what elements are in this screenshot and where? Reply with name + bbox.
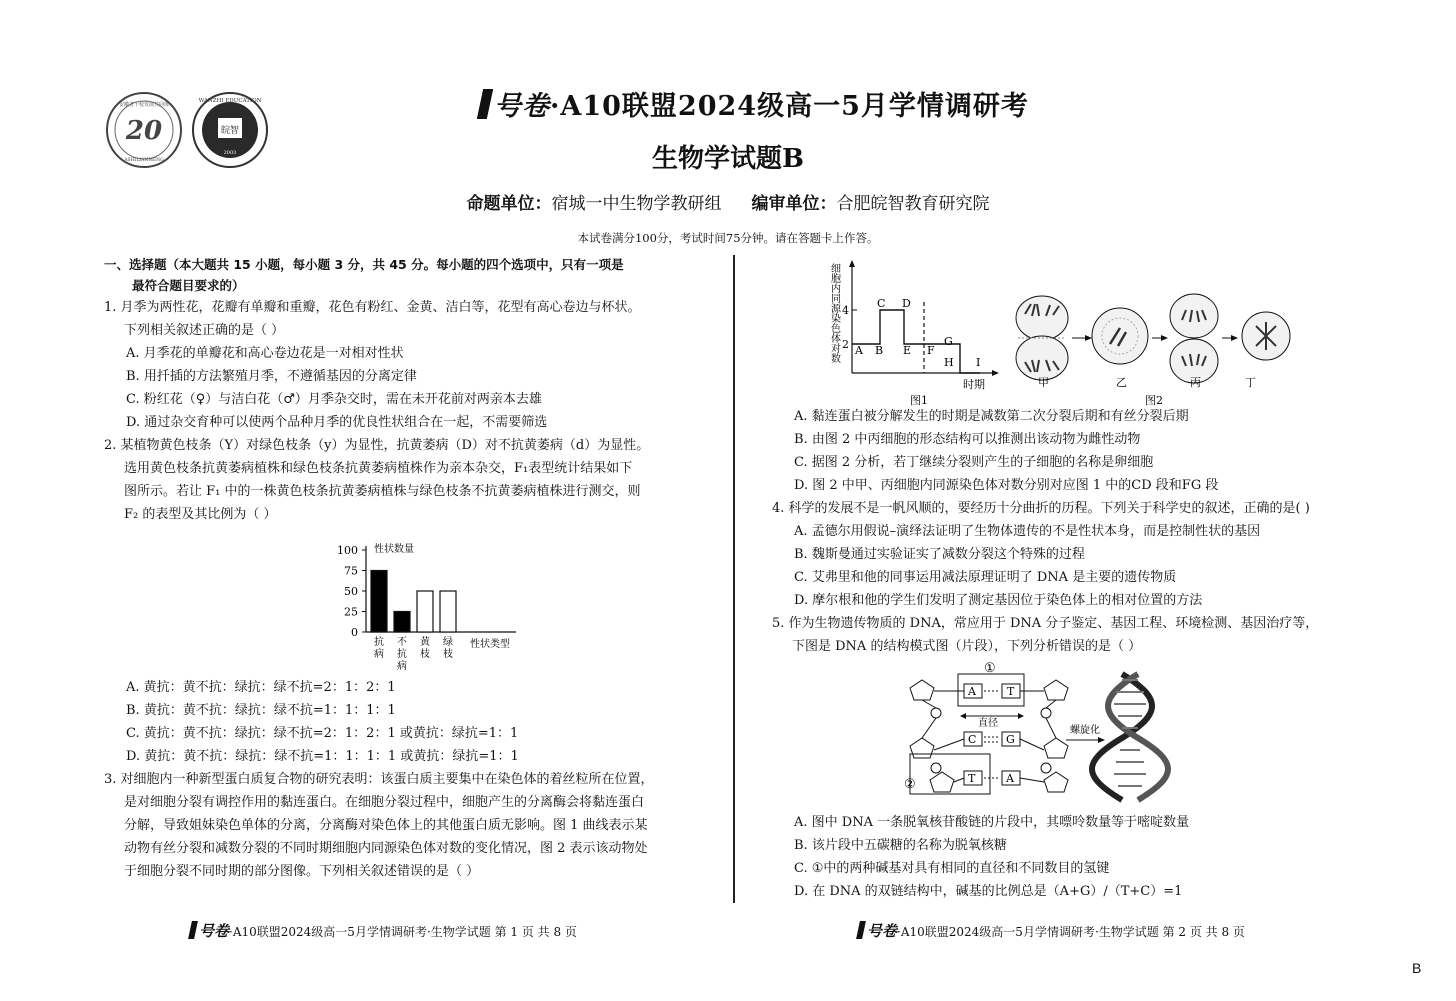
q3-stem-cont: 是对细胞分裂有调控作用的黏连蛋白。在细胞分裂过程中，细胞产生的分离酶会将黏连蛋白 xyxy=(124,795,645,810)
bar xyxy=(394,612,410,633)
q4-option-a: A. 孟德尔用假说–演绎法证明了生物体遗传的不是性状本身，而是控制性状的基因 xyxy=(794,524,1261,539)
q1-option-d: D. 通过杂交育种可以使两个品种月季的优良性状组合在一起，不需要筛选 xyxy=(126,415,548,430)
chart-title: 性状数量 xyxy=(374,544,414,555)
bar xyxy=(417,591,433,632)
category-label: 枝 xyxy=(420,649,430,660)
q2-option-a: A. 黄抗：黄不抗：绿抗：绿不抗=2：1：2：1 xyxy=(126,680,396,695)
svg-text:4: 4 xyxy=(842,304,849,317)
svg-text:T: T xyxy=(968,772,976,785)
y-tick-label: 25 xyxy=(344,605,358,619)
q3-option-b: B. 由图 2 中丙细胞的形态结构可以推测出该动物为雌性动物 xyxy=(794,432,1141,447)
q1-stem: 1. 月季为两性花，花瓣有单瓣和重瓣，花色有粉红、金黄、洁白等，花型有高心卷边与杯状。 xyxy=(104,300,641,315)
q5-option-b: B. 该片段中五碳糖的名称为脱氧核糖 xyxy=(794,838,1007,853)
q2-stem-cont: 图所示。若让 F₁ 中的一株黄色枝条抗黄萎病植株与绿色枝条不抗黄萎病植株进行测交，则 xyxy=(124,484,641,499)
svg-text:皖智: 皖智 xyxy=(220,126,240,136)
right-column-a xyxy=(772,405,1412,658)
page-mark: B xyxy=(1412,960,1422,976)
footer-left: 号卷·A10联盟2024级高一5月学情调研考·生物学试题 第 1 页 共 8 页 xyxy=(190,920,577,941)
svg-text:WANZHI EDUCATION: WANZHI EDUCATION xyxy=(198,98,262,104)
category-label: 不 xyxy=(397,637,407,648)
category-label: 枝 xyxy=(443,649,453,660)
svg-text:G: G xyxy=(944,335,953,348)
q2-stem: 2. 某植物黄色枝条（Y）对绿色枝条（y）为显性，抗黄萎病（D）对不抗黄萎病（d）为显性。 xyxy=(104,438,650,453)
q2-stem-cont: F₂ 的表型及其比例为（ ） xyxy=(124,507,277,522)
svg-text:E: E xyxy=(903,344,912,357)
svg-text:2: 2 xyxy=(842,338,849,351)
section-heading-cont: 最符合题目要求的） xyxy=(132,278,245,293)
q3-stem-cont: 动物有丝分裂和减数分裂的不同时期细胞内同源染色体对数的变化情况，图 2 表示该动物处 xyxy=(124,841,648,856)
q1-stem-cont: 下列相关叙述正确的是（ ） xyxy=(124,323,285,338)
q4-option-d: D. 摩尔根和他的学生们发明了测定基因位于染色体上的相对位置的方法 xyxy=(794,593,1203,608)
cell-jia xyxy=(1016,296,1068,380)
brand-text: 号卷 xyxy=(494,91,550,122)
q1-option-a: A. 月季花的单瓣花和高心卷边花是一对相对性状 xyxy=(126,346,404,361)
svg-text:T: T xyxy=(1007,685,1015,698)
double-helix xyxy=(1092,674,1168,800)
category-label: 病 xyxy=(397,661,407,672)
svg-text:A: A xyxy=(855,344,863,357)
svg-text:螺旋化: 螺旋化 xyxy=(1070,725,1100,736)
q3-stem-cont: 于细胞分裂不同时期的部分图像。下列相关叙述错误的是（ ） xyxy=(124,864,480,879)
left-column xyxy=(104,253,704,883)
q5-option-a: A. 图中 DNA 一条脱氧核苷酸链的片段中，其嘌呤数量等于嘧啶数量 xyxy=(794,815,1190,830)
svg-text:①: ① xyxy=(984,661,996,676)
q3-stem: 3. 对细胞内一种新型蛋白质复合物的研究表明：该蛋白质主要集中在染色体的着丝粒所在位置， xyxy=(104,772,654,787)
footer-right: 号卷·A10联盟2024级高一5月学情调研考·生物学试题 第 2 页 共 8 页 xyxy=(858,920,1245,941)
q3-figures xyxy=(820,258,1300,408)
q3-option-c: C. 据图 2 分析，若丁继续分裂则产生的子细胞的名称是卵细胞 xyxy=(794,455,1154,470)
y-tick-label: 100 xyxy=(337,544,358,557)
column-divider xyxy=(733,255,735,903)
q5-option-c: C. ①中的两种碱基对具有相同的直径和不同数目的氢键 xyxy=(794,861,1110,876)
q5-option-d: D. 在 DNA 的双链结构中，碱基的比例总是（A+G）/（T+C）=1 xyxy=(794,884,1183,899)
q5-stem: 5. 作为生物遗传物质的 DNA，常应用于 DNA 分子鉴定、基因工程、环境检测、基因治疗等， xyxy=(772,616,1319,631)
svg-text:②: ② xyxy=(904,777,916,792)
svg-text:安徽省十校发展共同体: 安徽省十校发展共同体 xyxy=(118,102,170,108)
category-label: 病 xyxy=(374,649,384,660)
right-column-b xyxy=(772,811,1412,903)
category-label: 绿 xyxy=(443,637,453,648)
svg-text:G: G xyxy=(1006,733,1015,746)
svg-text:图2: 图2 xyxy=(1145,394,1163,407)
svg-text:I: I xyxy=(976,356,981,369)
svg-text:D: D xyxy=(902,297,911,310)
q2-bar-chart xyxy=(104,526,704,676)
q5-stem-cont: 下图是 DNA 的结构模式图（片段），下列分析错误的是（ ） xyxy=(792,639,1142,654)
cell-yi xyxy=(1092,308,1148,364)
fig1-line-chart xyxy=(829,260,1000,407)
svg-text:2003: 2003 xyxy=(223,150,237,156)
bar xyxy=(440,591,456,632)
svg-text:乙: 乙 xyxy=(1116,376,1127,389)
q2-stem-cont: 选用黄色枝条抗黄萎病植株和绿色枝条抗黄萎病植株作为亲本杂交，F₁表型统计结果如下 xyxy=(124,461,633,476)
y-tick-label: 50 xyxy=(344,585,358,598)
svg-text:细胞内同源染色体对数: 细胞内同源染色体对数 xyxy=(828,263,840,363)
svg-text:H: H xyxy=(944,356,954,369)
svg-text:F: F xyxy=(927,344,935,357)
svg-text:时期: 时期 xyxy=(963,378,985,391)
category-label: 抗 xyxy=(397,649,407,660)
x-axis-label: 性状类型 xyxy=(470,639,510,650)
svg-text:图1: 图1 xyxy=(910,394,928,407)
q3-option-a: A. 黏连蛋白被分解发生的时期是减数第二次分裂后期和有丝分裂后期 xyxy=(794,409,1189,424)
svg-text:ASHILIANMENG: ASHILIANMENG xyxy=(124,158,164,163)
brand-mark-icon xyxy=(477,89,493,119)
svg-text:B: B xyxy=(875,344,884,357)
q1-option-c: C. 粉红花（♀）与洁白花（♂）月季杂交时，需在未开花前对两亲本去雄 xyxy=(126,392,542,407)
q2-option-c: C. 黄抗：黄不抗：绿抗：绿不抗=2：1：2：1 或黄抗：绿抗=1：1 xyxy=(126,726,519,741)
svg-text:直径: 直径 xyxy=(978,718,998,729)
y-tick-label: 75 xyxy=(344,564,358,578)
svg-text:丁: 丁 xyxy=(1245,376,1256,389)
cell-bing xyxy=(1170,294,1218,383)
brand-mark-icon xyxy=(856,921,866,939)
svg-text:A: A xyxy=(968,685,976,698)
exam-title: 号卷·A10联盟2024级高一5月学情调研考 xyxy=(480,84,1100,123)
svg-text:A: A xyxy=(1006,772,1014,785)
subject-title: 生物学试题B xyxy=(652,144,804,174)
svg-text:20: 20 xyxy=(125,116,163,146)
exam-note: 本试卷满分100分，考试时间75分钟。请在答题卡上作答。 xyxy=(577,231,879,245)
q3-stem-cont: 分解，导致姐妹染色单体的分离，分离酶对染色体上的其他蛋白质无影响。图 1 曲线表示某 xyxy=(124,818,648,833)
q4-option-b: B. 魏斯曼通过实验证实了减数分裂这个特殊的过程 xyxy=(794,547,1085,562)
bar xyxy=(371,571,387,633)
category-label: 抗 xyxy=(374,637,384,648)
units-line: 命题单位：宿城一中生物学教研组 编审单位：合肥皖智教育研究院 xyxy=(466,194,990,214)
svg-text:丙: 丙 xyxy=(1190,376,1201,389)
section-heading: 一、选择题（本大题共 15 小题，每小题 3 分，共 45 分。每小题的四个选项中，只有一项是 xyxy=(104,257,624,272)
fig1-curve xyxy=(852,310,980,373)
q2-option-d: D. 黄抗：黄不抗：绿抗：绿不抗=1：1：1：1 或黄抗：绿抗=1：1 xyxy=(126,749,519,764)
category-label: 黄 xyxy=(420,637,430,648)
dna-diagram xyxy=(900,658,1190,808)
cell-ding xyxy=(1242,312,1290,360)
q2-option-b: B. 黄抗：黄不抗：绿抗：绿不抗=1：1：1：1 xyxy=(126,703,396,718)
fig2-cells xyxy=(1016,294,1290,407)
svg-text:甲: 甲 xyxy=(1038,376,1049,389)
q4-stem: 4. 科学的发展不是一帆风顺的，要经历十分曲折的历程。下列关于科学史的叙述，正确的是( ) xyxy=(772,501,1310,516)
q4-option-c: C. 艾弗里和他的同事运用减法原理证明了 DNA 是主要的遗传物质 xyxy=(794,570,1177,585)
svg-text:C: C xyxy=(968,733,977,746)
svg-text:C: C xyxy=(877,297,886,310)
q1-option-b: B. 用扦插的方法繁殖月季，不遵循基因的分离定律 xyxy=(126,369,417,384)
brand-mark-icon xyxy=(188,921,198,939)
q2-chart-area xyxy=(104,526,704,676)
q3-option-d: D. 图 2 中甲、丙细胞内同源染色体对数分别对应图 1 中的CD 段和FG 段 xyxy=(794,478,1219,493)
y-tick-label: 0 xyxy=(351,626,358,639)
